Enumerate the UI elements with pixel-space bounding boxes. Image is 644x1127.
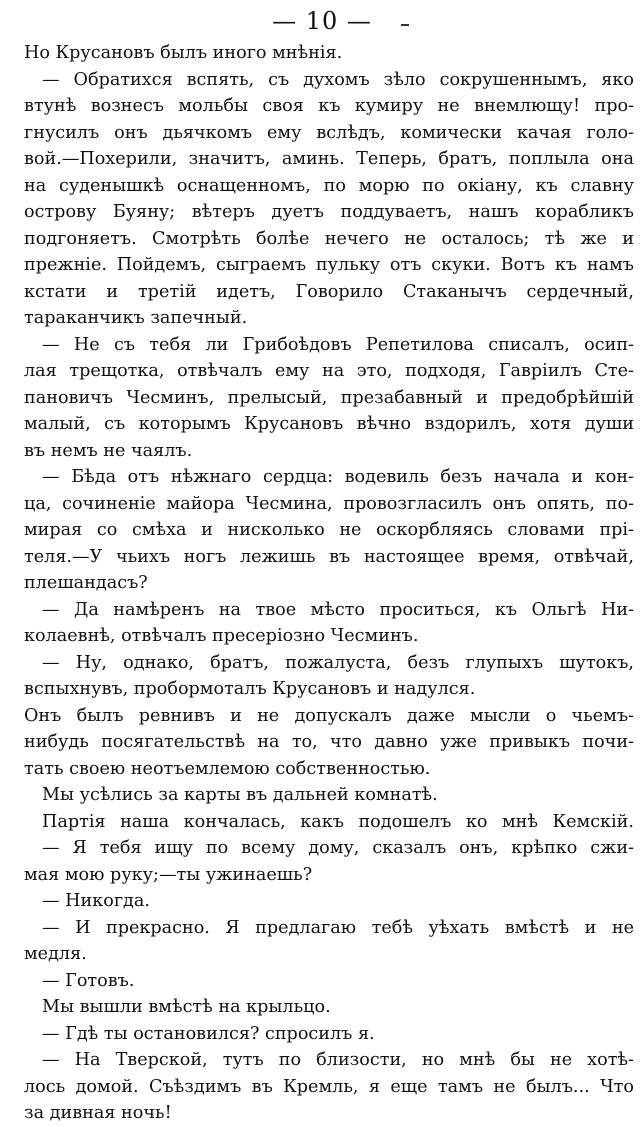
text-line: острову Буяну; вѣтеръ дуетъ поддуваетъ, нашъ корабликъ [24,202,634,222]
text-line: Мы усѣлись за карты въ дальней комнатѣ. [42,785,438,805]
text-line: — Ну, однако, братъ, пожалуста, безъ глупыхъ шутокъ, [42,652,634,673]
text-line: Партія наша кончалась, какъ подошелъ ко мнѣ Кемскій. [42,811,634,832]
text-line: прежніе. Пойдемъ, сыграемъ пульку отъ скуки. Вотъ къ намъ [24,255,634,275]
text-line: — Да намѣренъ на твое мѣсто проситься, къ Ольгѣ Ни- [42,599,634,620]
text-line: — На Тверской, тутъ по близости, но мнѣ бы не хотѣ- [42,1050,634,1070]
text-line: медля. [24,944,87,964]
text-line: теля.—У чьихъ ногъ лежишь въ настоящее время, отвѣчай, [24,546,634,567]
text-line: кстати и третій идетъ, Говорило Стаканычъ сердечный, [24,281,634,302]
text-line: втунѣ вознесъ мольбы своя къ кумиру не внемлющу! про- [24,96,634,116]
text-line: на суденышкѣ оснащенномъ, по морю по окіану, къ славну [24,175,634,196]
text-line: пановичъ Чесминъ, прелысый, презабавный и предобрѣйшій [24,387,634,408]
text-line: ца, сочиненіе майора Чесмина, провозгласилъ онъ опять, по- [24,493,634,514]
text-line: гнусилъ онъ дьячкомъ ему вслѣдъ, комически качая голо- [24,122,634,143]
text-line: вспыхнувъ, пробормоталъ Крусановъ и надулся. [24,679,476,699]
text-line: Онъ былъ ревнивъ и не допускалъ даже мысли о чьемъ- [24,705,634,726]
text-line: Но Крусановъ былъ иного мнѣнія. [24,43,343,63]
text-line: подгоняетъ. Смотрѣть болѣе нечего не осталось; тѣ же и [24,228,634,249]
text-line: вой.—Похерили, значитъ, аминь. Теперь, братъ, поплыла она [24,149,634,169]
text-line: въ немъ не чаялъ. [24,440,193,461]
text-line: тать своею неотъемлемою собственностью. [24,758,431,779]
body-text [24,40,634,1127]
text-line: мая мою руку;—ты ужинаешь? [24,864,313,885]
text-line: мирая со смѣха и нисколько не оскорбляясь словами прі- [24,520,634,540]
text-line: малый, съ которымъ Крусановъ вѣчно вздорилъ, хотя души [24,414,634,434]
text-line: — И прекрасно. Я предлагаю тебѣ уѣхать вмѣстѣ и не [42,917,634,938]
text-line: — Обратихся вспять, съ духомъ зѣло сокрушеннымъ, яко [42,69,634,90]
text-line: — Готовъ. [42,970,135,991]
text-line: Мы вышли вмѣстѣ на крыльцо. [42,997,331,1017]
text-line: плешандасъ? [24,573,148,593]
text-line: — Никогда. [42,891,150,911]
page-number: — 10 — [272,7,372,35]
text-line: — Я тебя ищу по всему дому, сказалъ онъ, крѣпко сжи- [42,838,634,858]
text-line: тараканчикъ запечный. [24,308,248,328]
text-line: — Не съ тебя ли Грибоѣдовъ Репетилова списалъ, осип- [42,334,634,355]
text-line: лая трещотка, отвѣчалъ ему на это, подходя, Гавріилъ Сте- [24,361,634,381]
text-line: колаевнѣ, отвѣчалъ пресеріозно Чесминъ. [24,626,419,646]
text-line: лось домой. Съѣздимъ въ Кремль, я еще тамъ не былъ... Что [24,1076,634,1097]
ink-mark [401,24,409,26]
text-line: за дивная ночь! [24,1103,172,1123]
text-line: — Бѣда отъ нѣжнаго сердца: водевиль безъ начала и кон- [42,467,634,487]
text-line: — Гдѣ ты остановился? спросилъ я. [42,1023,375,1044]
text-line: нибудь посягательствѣ на то, что давно уже привыкъ почи- [24,732,634,752]
